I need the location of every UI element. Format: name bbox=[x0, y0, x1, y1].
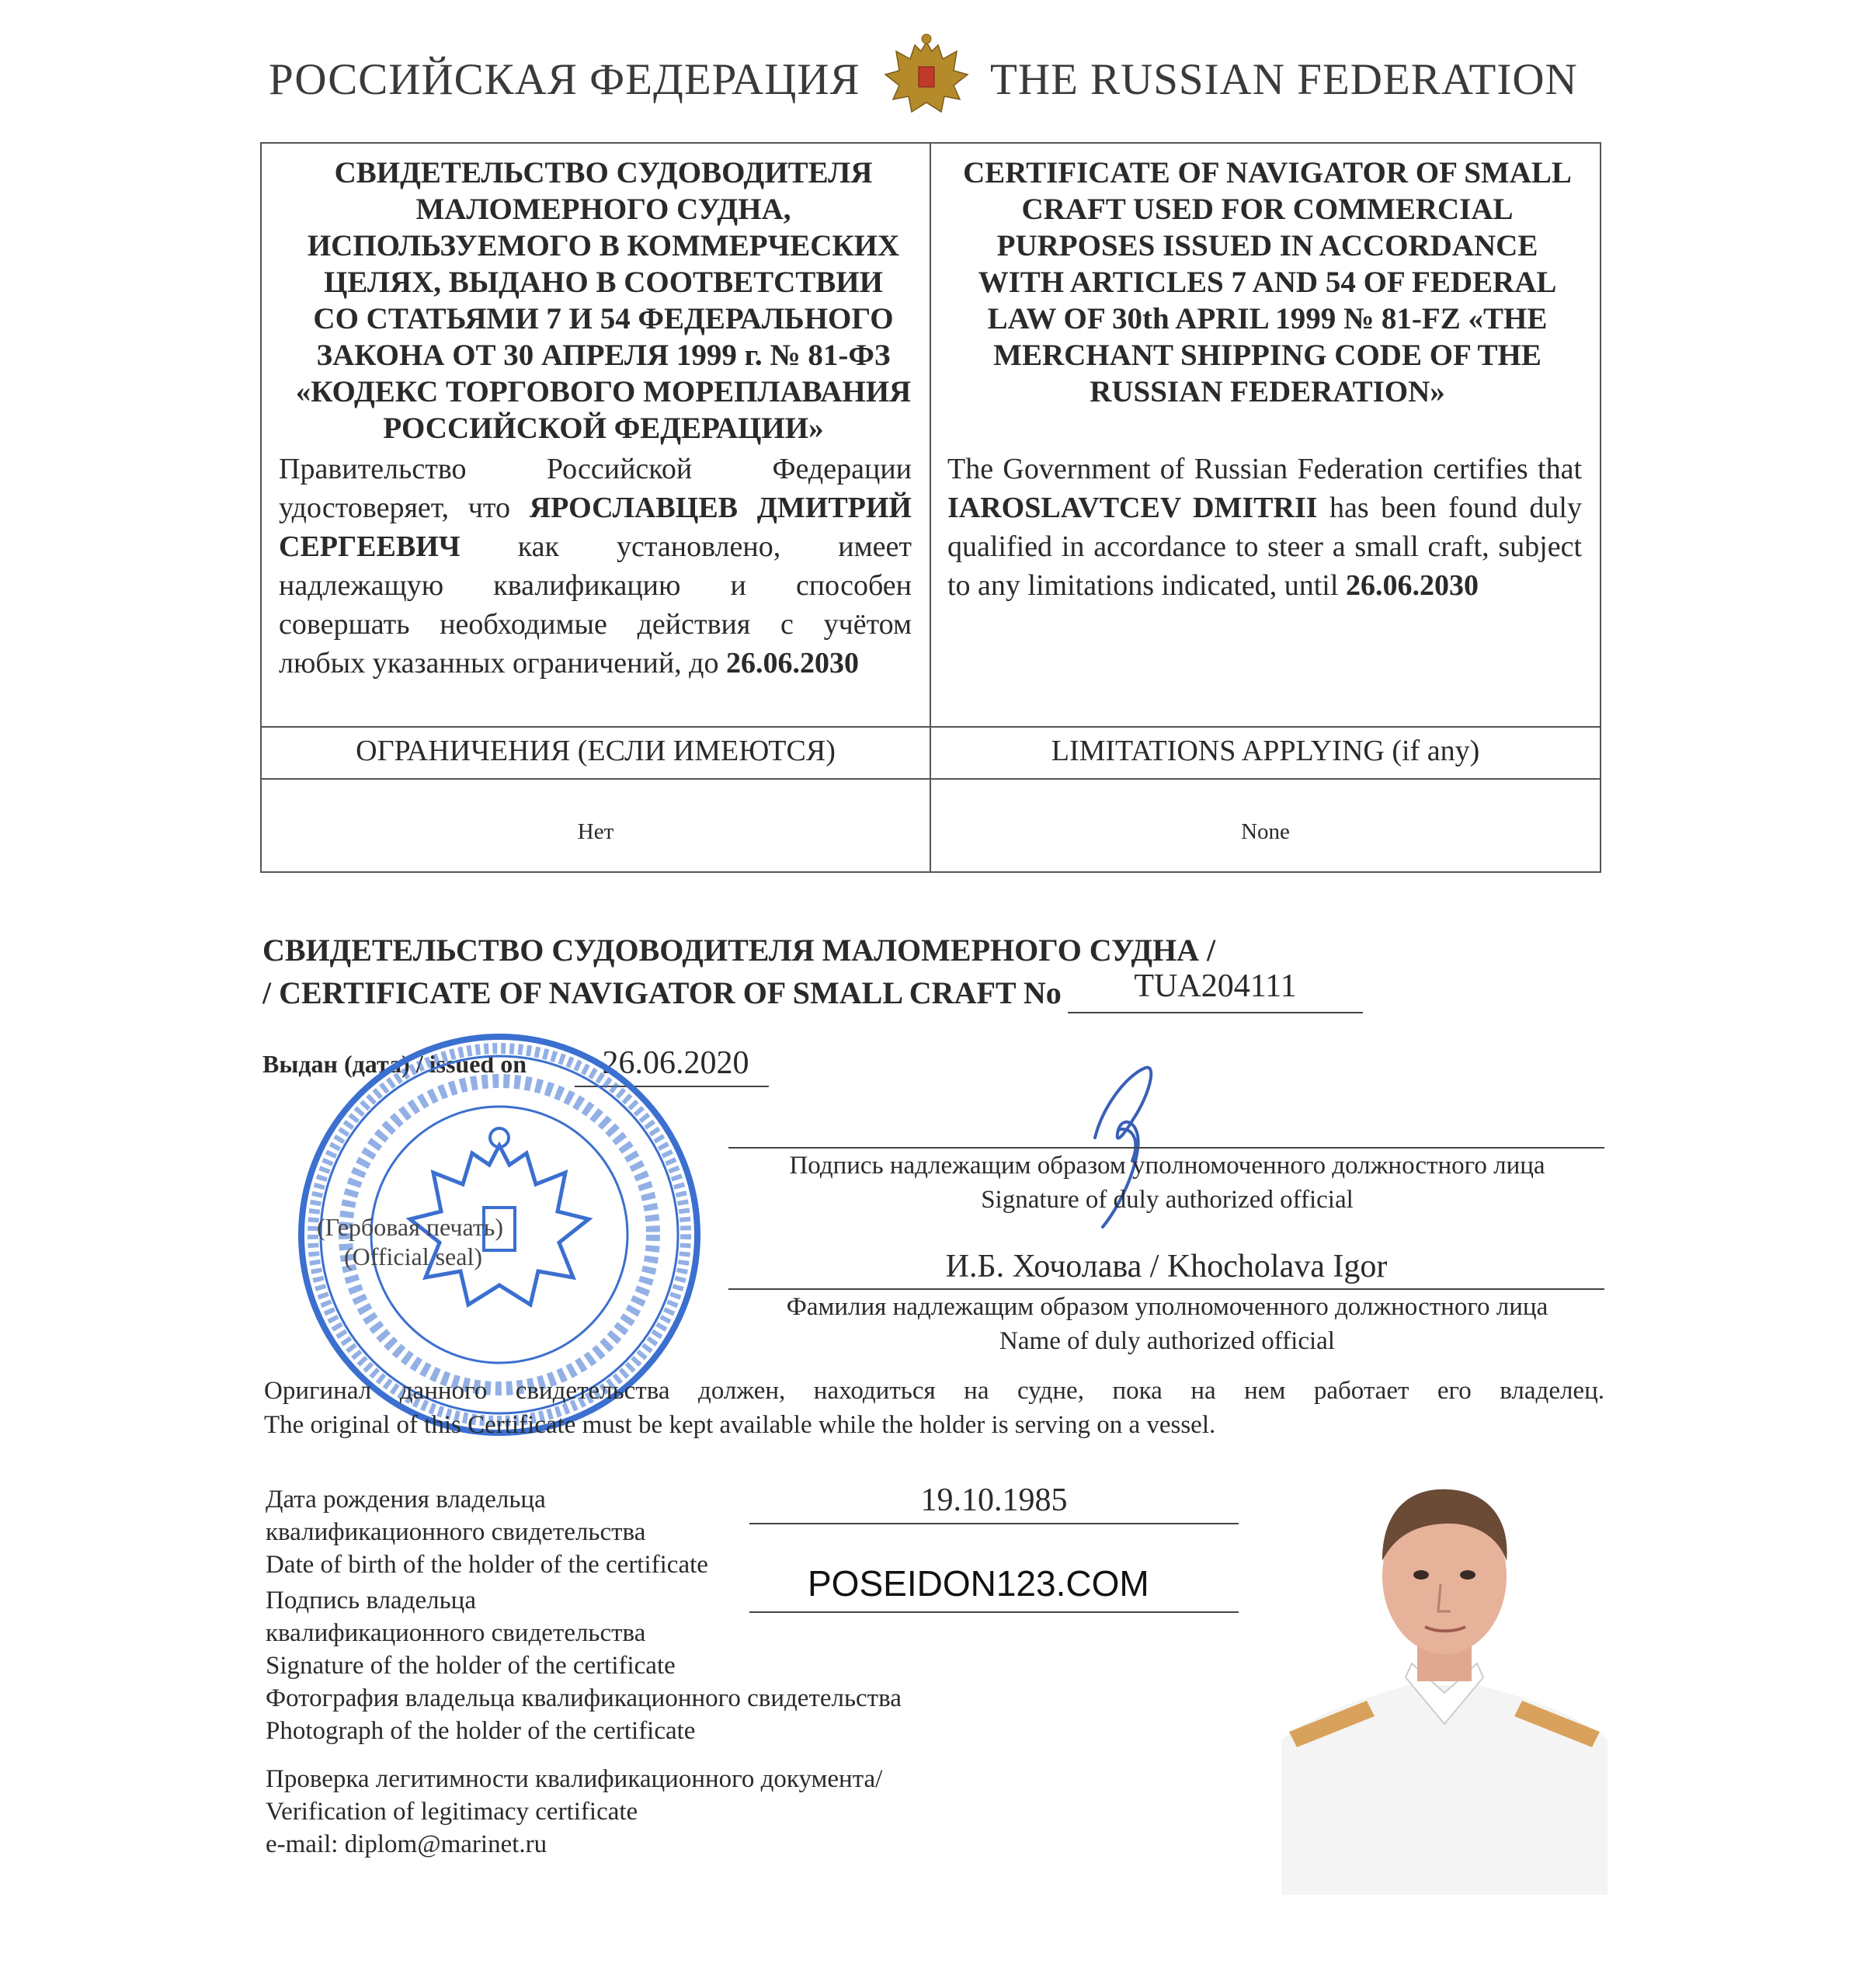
header-title-en: THE RUSSIAN FEDERATION bbox=[990, 55, 1578, 104]
issued-label: Выдан (дата) / issued on bbox=[262, 1050, 527, 1078]
name-label-en: Name of duly authorized official bbox=[999, 1327, 1335, 1355]
seal-label-en: (Official seal) bbox=[344, 1242, 482, 1270]
signature-label-en: Signature of duly authorized official bbox=[981, 1186, 1354, 1214]
original-note-en: The original of this Certificate must be kept available while the holder is serving on a vessel. bbox=[264, 1411, 1216, 1439]
valid-until-en: 26.06.2030 bbox=[1345, 569, 1479, 602]
signature-label-ru: Подпись надлежащим образом уполномоченного должностного лица bbox=[789, 1152, 1545, 1180]
header-title-ru: РОССИЙСКАЯ ФЕДЕРАЦИЯ bbox=[269, 55, 860, 104]
cert-title-line2: / CERTIFICATE OF NAVIGATOR OF SMALL CRAFT No bbox=[262, 975, 1062, 1010]
verification-label: Проверка легитимности квалификационного документа/ Verification of legitimacy certificate e-mail: diplom@marinet.ru bbox=[266, 1763, 882, 1861]
holder-name-en: IAROSLAVTCEV DMITRII bbox=[947, 492, 1318, 524]
holder-photo bbox=[1274, 1460, 1615, 1895]
certificate-title-ru: СВИДЕТЕЛЬСТВО СУДОВОДИТЕЛЯ МАЛОМЕРНОГО СУДНА, ИСПОЛЬЗУЕМОГО В КОММЕРЧЕСКИХ ЦЕЛЯХ, ВЫДАНО В СООТВЕТСТВИИ СО СТАТЬЯМИ 7 И 54 ФЕДЕРАЛЬНОГО ЗАКОНА ОТ 30 АПРЕЛЯ 1999 г. № 81-ФЗ «КОДЕКС ТОРГОВОГО МОРЕПЛАВАНИЯ РОССИЙСКОЙ ФЕДЕРАЦИИ» bbox=[295, 156, 912, 445]
name-label-ru: Фамилия надлежащим образом уполномоченного должностного лица bbox=[786, 1293, 1548, 1321]
certificate-body-en: The Government of Russian Federation certifies that IAROSLAVTCEV DMITRII has been found duly qualified in accordance to steer a small craft, subject to any limitations indicated, until 26.06.2030 bbox=[947, 453, 1582, 602]
certificate-body-ru: Правительство Российской Федерации удостоверяет, что ЯРОСЛАВЦЕВ ДМИТРИЙ СЕРГЕЕВИЧ как установлено, имеет надлежащую квалификацию и способен совершать необходимые действия с учётом любых указанных ограничений, до 26.06.2030 bbox=[279, 453, 912, 679]
issued-date: 26.06.2020 bbox=[602, 1045, 749, 1081]
limitations-value-en: None bbox=[1241, 819, 1290, 844]
valid-until-ru: 26.06.2030 bbox=[726, 647, 859, 679]
verification-email: e-mail: diplom@marinet.ru bbox=[266, 1830, 547, 1858]
dob-value: 19.10.1985 bbox=[920, 1482, 1068, 1518]
photo-label: Фотография владельца квалификационного свидетельства Photograph of the holder of the certificate bbox=[266, 1684, 902, 1745]
holder-signature-label: Подпись владельца квалификационного свидетельства Signature of the holder of the certificate bbox=[266, 1587, 676, 1680]
certificate-table bbox=[260, 142, 1601, 873]
limitations-value-ru: Нет bbox=[577, 819, 614, 844]
certificate-title-en: CERTIFICATE OF NAVIGATOR OF SMALL CRAFT USED FOR COMMERCIAL PURPOSES ISSUED IN ACCORDANCE WITH ARTICLES 7 AND 54 OF FEDERAL LAW OF 30th APRIL 1999 № 81-FZ «THE MERCHANT SHIPPING CODE OF THE RUSSIAN FEDERATION» bbox=[963, 156, 1572, 408]
cert-number: TUA204111 bbox=[1134, 968, 1297, 1004]
double-headed-eagle-icon bbox=[876, 28, 977, 129]
watermark-text: POSEIDON123.COM bbox=[808, 1563, 1149, 1604]
limitations-label-ru: ОГРАНИЧЕНИЯ (ЕСЛИ ИМЕЮТСЯ) bbox=[356, 735, 836, 767]
limitations-label-en: LIMITATIONS APPLYING (if any) bbox=[1051, 735, 1480, 767]
holder-name-ru: ЯРОСЛАВЦЕВ ДМИТРИЙ СЕРГЕЕВИЧ bbox=[279, 492, 912, 563]
cert-title-line1: СВИДЕТЕЛЬСТВО СУДОВОДИТЕЛЯ МАЛОМЕРНОГО СУДНА / bbox=[262, 933, 1216, 968]
official-name: И.Б. Хочолава / Khocholava Igor bbox=[945, 1249, 1388, 1284]
dob-label: Дата рождения владельца квалификационного свидетельства Date of birth of the holder of the certificate bbox=[266, 1486, 708, 1579]
original-note-ru: Оригинал данного свидетельства должен, находиться на судне, пока на нем работает его владелец. bbox=[264, 1377, 1604, 1405]
seal-label-ru: (Гербовая печать) bbox=[317, 1213, 504, 1241]
